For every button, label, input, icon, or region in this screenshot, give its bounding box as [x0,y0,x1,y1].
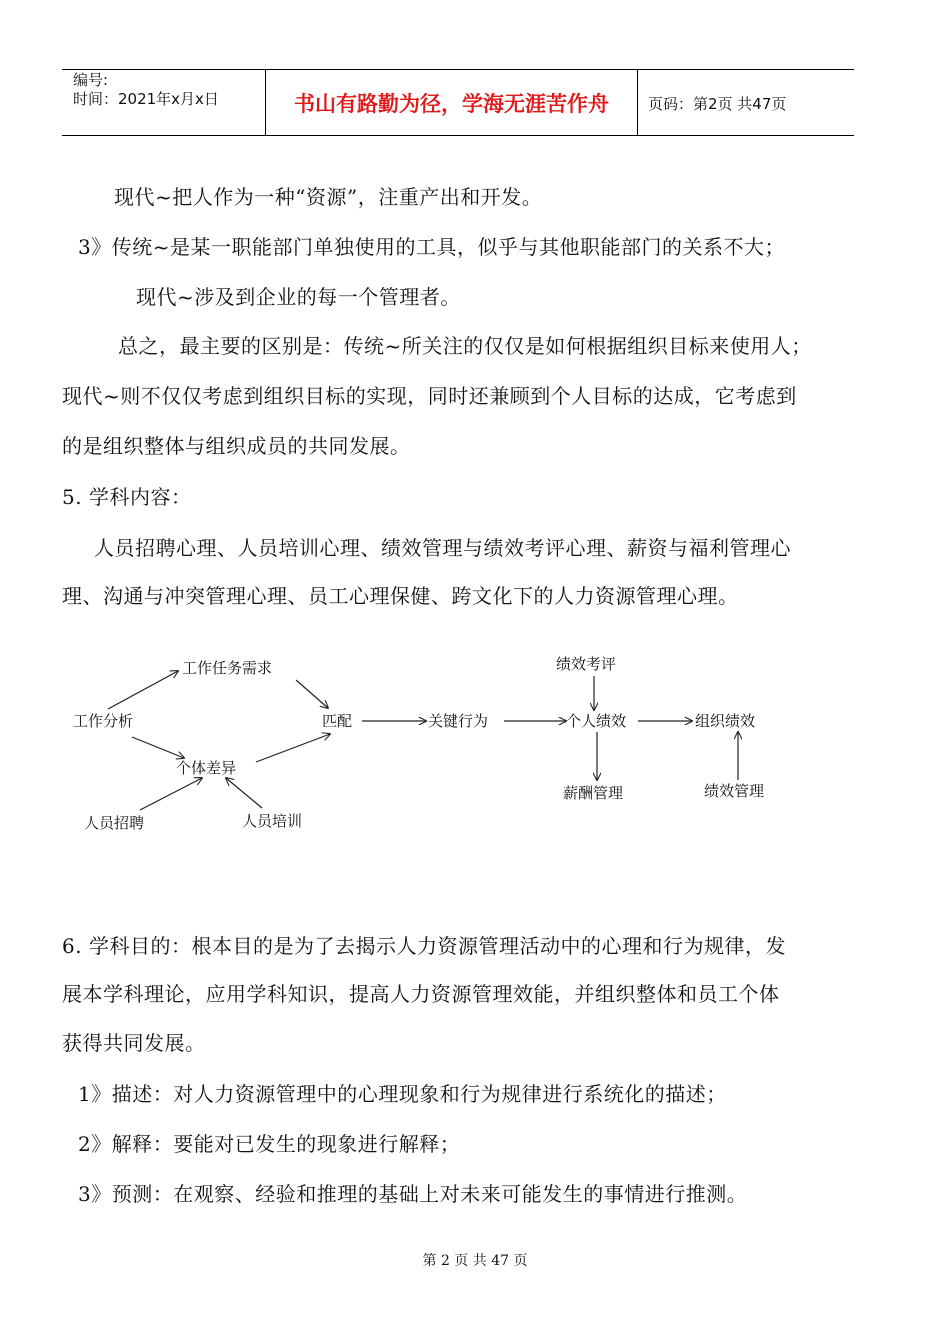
arrow-difference-to-match [256,734,330,762]
hr-flow-diagram [0,640,950,840]
node-performance-appraisal: 绩效考评 [556,655,617,673]
arrow-analysis-to-demand [108,671,178,709]
section-5-title: 5. 学科内容： [62,485,192,509]
header-page-number: 页码：第2页 共47页 [648,95,787,113]
node-training: 人员培训 [242,812,303,830]
node-personal-performance: 个人绩效 [566,712,627,730]
section-6-line-2: 展本学科理论，应用学科知识，提高人力资源管理效能，并组织整体和员工个体 [62,982,780,1006]
item-describe: 1》描述：对人力资源管理中的心理现象和行为规律进行系统化的描述； [78,1082,727,1106]
section-5-line-2: 理、沟通与冲突管理心理、员工心理保健、跨文化下的人力资源管理心理。 [62,584,739,608]
body-line-5: 现代~则不仅仅考虑到组织目标的实现，同时还兼顾到个人目标的达成，它考虑到 [62,384,797,408]
node-pay-management: 薪酬管理 [563,784,624,802]
section-6-line-3: 获得共同发展。 [62,1031,206,1055]
node-org-performance: 组织绩效 [695,712,756,730]
section-6-line-1: 6. 学科目的：根本目的是为了去揭示人力资源管理活动中的心理和行为规律，发 [62,934,786,958]
node-performance-management: 绩效管理 [704,782,765,800]
node-key-behavior: 关键行为 [428,712,489,730]
node-recruitment: 人员招聘 [84,814,145,832]
body-line-2: 3》传统~是某一职能部门单独使用的工具，似乎与其他职能部门的关系不大； [78,235,785,259]
body-line-3: 现代~涉及到企业的每一个管理者。 [136,285,461,309]
node-job-analysis: 工作分析 [73,712,134,730]
arrow-analysis-to-difference [132,737,184,758]
footer-page-number: 第 2 页 共 47 页 [422,1253,528,1269]
node-task-demand: 工作任务需求 [182,659,273,677]
item-predict: 3》预测：在观察、经验和推理的基础上对未来可能发生的事情进行推测。 [78,1182,748,1206]
header-top-rule [62,69,854,70]
header-divider-right [637,69,638,136]
arrow-demand-to-match [296,680,328,708]
header-time: 时间：2021年x月x日 [73,90,219,108]
arrow-recruitment-to-difference [140,778,202,810]
section-5-line-1: 人员招聘心理、人员培训心理、绩效管理与绩效考评心理、薪资与福利管理心 [94,536,791,560]
header-bottom-rule [62,135,854,136]
node-match: 匹配 [322,712,353,730]
body-line-6: 的是组织整体与组织成员的共同发展。 [62,434,411,458]
body-line-1: 现代~把人作为一种“资源”，注重产出和开发。 [114,185,543,209]
arrow-training-to-difference [226,778,262,808]
header-serial: 编号: [73,71,109,89]
header-motto: 书山有路勤为径，学海无涯苦作舟 [294,92,609,116]
header-meta [73,71,219,109]
item-explain: 2》解释：要能对已发生的现象进行解释； [78,1132,461,1156]
node-individual-difference: 个体差异 [176,759,237,777]
body-line-4: 总之，最主要的区别是：传统~所关注的仅仅是如何根据组织目标来使用人； [118,334,812,358]
